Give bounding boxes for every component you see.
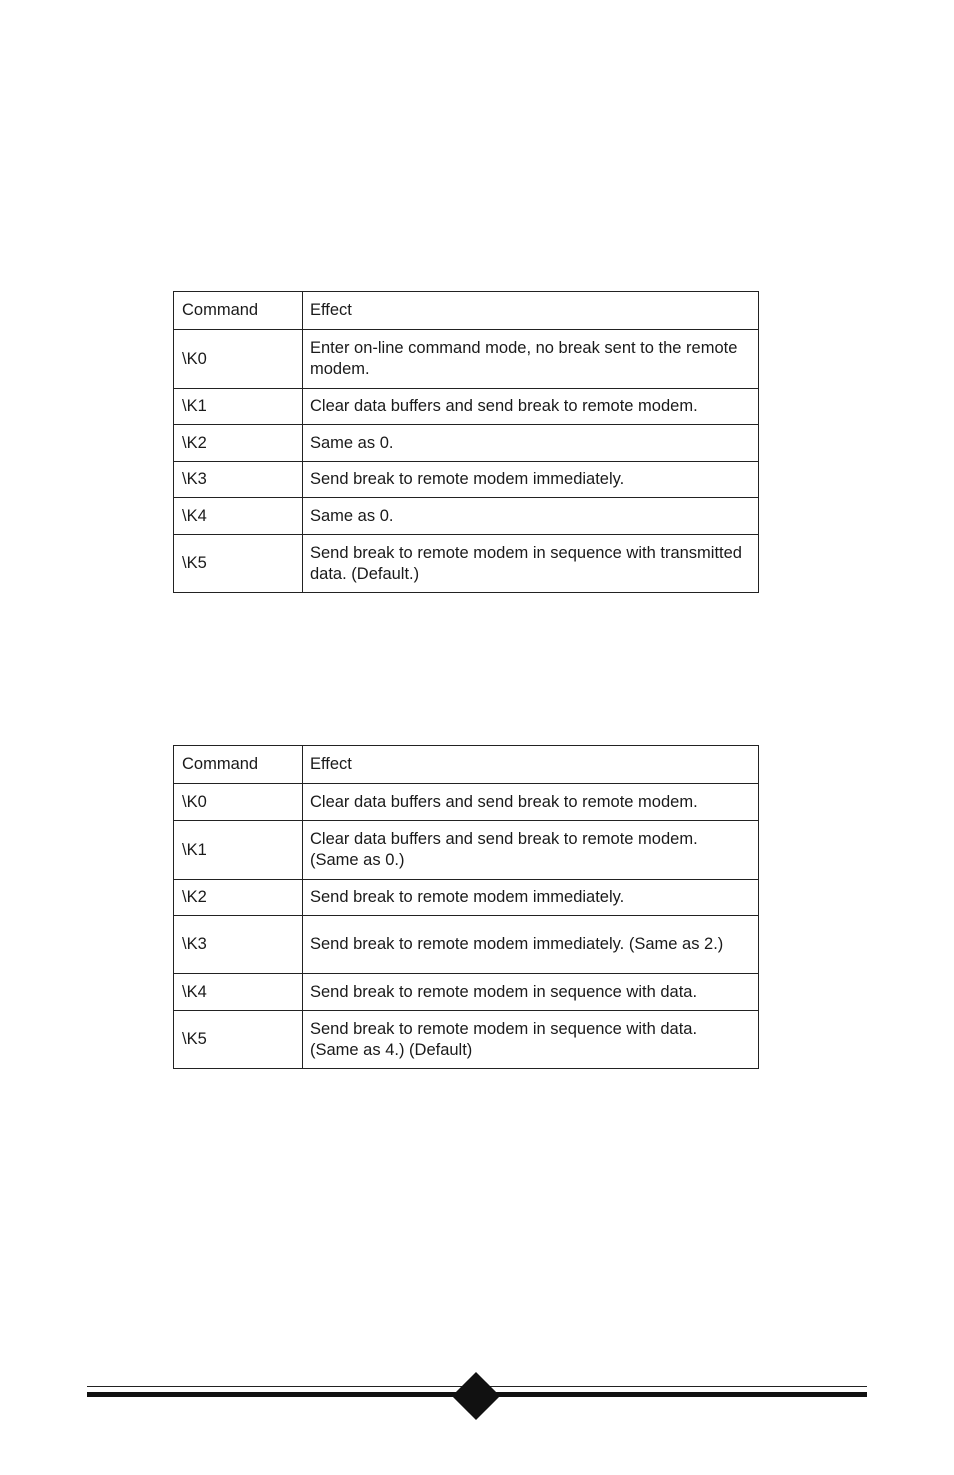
header-effect: Effect bbox=[303, 292, 759, 330]
table-row bbox=[174, 498, 759, 535]
table-header-row bbox=[174, 746, 759, 784]
table-row bbox=[174, 425, 759, 462]
header-command: Command bbox=[174, 292, 303, 330]
table-row bbox=[174, 880, 759, 916]
header-effect: Effect bbox=[303, 746, 759, 784]
effect-cell: Same as 0. bbox=[303, 498, 759, 535]
command-cell: \K5 bbox=[174, 1011, 303, 1069]
table-row bbox=[174, 1011, 759, 1069]
table-row bbox=[174, 389, 759, 425]
command-cell: \K4 bbox=[174, 974, 303, 1011]
command-cell: \K2 bbox=[174, 425, 303, 462]
effect-cell: Clear data buffers and send break to remote modem. (Same as 0.) bbox=[303, 821, 759, 880]
command-cell: \K5 bbox=[174, 535, 303, 593]
table-header-row bbox=[174, 292, 759, 330]
footer-diamond-ornament bbox=[452, 1372, 500, 1420]
table-row bbox=[174, 974, 759, 1011]
command-table-2 bbox=[173, 745, 759, 1069]
header-command: Command bbox=[174, 746, 303, 784]
effect-cell: Send break to remote modem in sequence with data. bbox=[303, 974, 759, 1011]
command-cell: \K2 bbox=[174, 880, 303, 916]
command-cell: \K4 bbox=[174, 498, 303, 535]
effect-cell: Same as 0. bbox=[303, 425, 759, 462]
effect-cell: Send break to remote modem in sequence with transmitted data. (Default.) bbox=[303, 535, 759, 593]
table-row bbox=[174, 916, 759, 974]
command-cell: \K3 bbox=[174, 916, 303, 974]
command-cell: \K1 bbox=[174, 389, 303, 425]
command-cell: \K1 bbox=[174, 821, 303, 880]
effect-cell: Send break to remote modem immediately. bbox=[303, 462, 759, 498]
effect-cell: Clear data buffers and send break to remote modem. bbox=[303, 784, 759, 821]
table-row bbox=[174, 821, 759, 880]
command-table-1 bbox=[173, 291, 759, 593]
effect-cell: Clear data buffers and send break to remote modem. bbox=[303, 389, 759, 425]
effect-cell: Send break to remote modem immediately. bbox=[303, 880, 759, 916]
command-cell: \K0 bbox=[174, 784, 303, 821]
table-row bbox=[174, 784, 759, 821]
table-row bbox=[174, 330, 759, 389]
table-row bbox=[174, 462, 759, 498]
table-row bbox=[174, 535, 759, 593]
command-cell: \K0 bbox=[174, 330, 303, 389]
effect-cell: Enter on-line command mode, no break sent to the remote modem. bbox=[303, 330, 759, 389]
command-cell: \K3 bbox=[174, 462, 303, 498]
effect-cell: Send break to remote modem in sequence with data. (Same as 4.) (Default) bbox=[303, 1011, 759, 1069]
effect-cell: Send break to remote modem immediately. (Same as 2.) bbox=[303, 916, 759, 974]
